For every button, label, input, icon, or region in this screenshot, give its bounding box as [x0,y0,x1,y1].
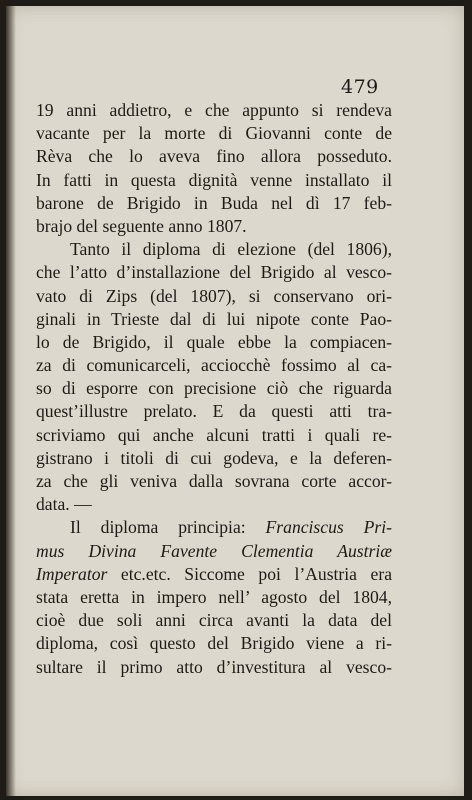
text-line: gistrano i titoli di cui godeva, e la deferen- [36,447,392,468]
text-line: data. — [36,494,92,515]
italic-latin-title: Imperator [36,563,108,584]
text-line: vacante per la morte di Giovanni conte de [36,123,392,144]
paragraph [36,99,392,238]
text-line: so di esporre con precisione ciò che riguarda [36,378,392,399]
text-line: za che gli veniva dalla sovrana corte accor- [36,471,392,491]
text-line: barone de Brigido in Buda nel dì 17 feb- [36,192,392,213]
italic-latin-title: Franciscus Pri- [265,517,392,538]
paragraph [36,516,392,678]
text-line [36,563,392,586]
text-line: che l’atto d’installazione del Brigido al vesco- [36,262,392,283]
text-line: diploma, così questo del Brigido viene a ri- [36,633,392,654]
italic-latin-title: mus Divina Favente Clementia Austriæ [36,540,392,561]
text-line: scriviamo qui anche alcuni tratti i quali re- [36,424,392,445]
text-line: quest’illustre prelato. E da questi atti tra- [36,401,392,422]
page-number: 479 [341,76,379,98]
text-line: vato di Zips (del 1807), si conservano ori- [36,285,392,306]
paragraph [36,238,392,516]
text-line: ginali in Trieste dal di lui nipote conte Pao- [36,308,392,329]
text-line: stata eretta in impero nell’ agosto del 1804, [36,586,392,607]
text-line: 19 anni addietro, e che appunto si rendeva [36,100,392,120]
text-line: brajo del seguente anno 1807. [36,215,247,236]
text-run: Il diploma principia: [70,517,246,538]
text-line: za di comunicarceli, acciocchè fossimo al ca- [36,355,392,376]
text-line [36,516,392,539]
text-line: sultare il primo atto d’investitura al vesco- [36,656,392,677]
page-gutter-shadow [6,6,16,796]
text-line: In fatti in questa dignità venne installato il [36,169,392,190]
page-body [36,99,392,679]
book-page [6,6,464,796]
text-run: etc.etc. Siccome poi l’Austria era [120,563,393,584]
text-line: Tanto il diploma di elezione (del 1806), [70,239,392,260]
text-line: cioè due soli anni circa avanti la data del [36,610,392,631]
text-line: Rèva che lo aveva fino allora posseduto. [36,146,392,167]
text-line: lo de Brigido, il quale ebbe la compiacen- [36,331,392,352]
